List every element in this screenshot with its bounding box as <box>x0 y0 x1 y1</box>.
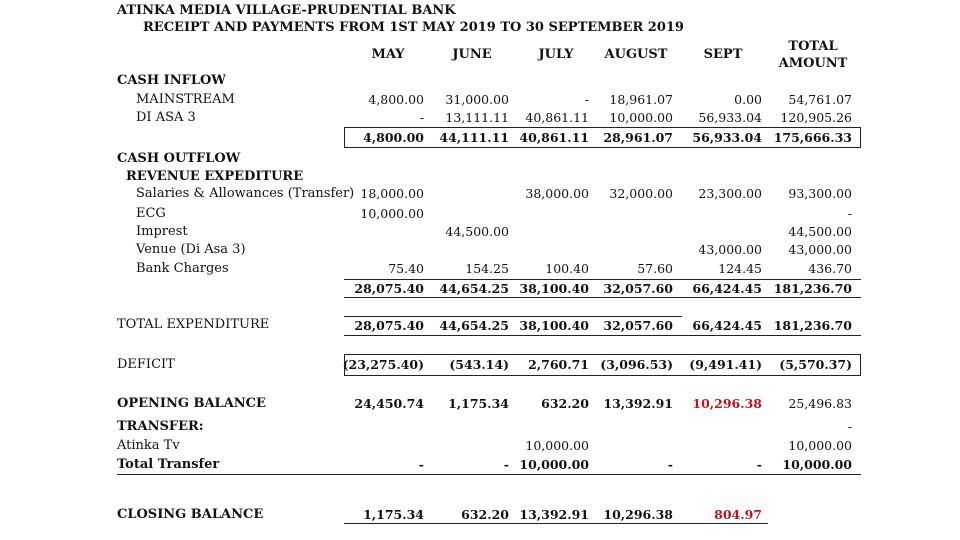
cell-inflow-subtotal-total: 175,666.33 <box>773 130 852 145</box>
cell-imprest-june: 44,500.00 <box>445 224 509 239</box>
cell-inflow-subtotal-july: 40,861.11 <box>519 130 589 145</box>
rule-deficit-top <box>344 354 861 355</box>
cell-total-expenditure-july: 38,100.40 <box>519 318 589 333</box>
cell-bank-charges-may: 75.40 <box>388 261 424 276</box>
rule-inflow-top <box>344 127 861 128</box>
row-label-bank-charges: Bank Charges <box>136 261 229 276</box>
row-label-closing-balance: CLOSING BALANCE <box>117 507 264 522</box>
cell-closing-balance-august: 10,296.38 <box>603 507 673 522</box>
row-label-di-asa: DI ASA 3 <box>136 110 196 125</box>
cell-bank-charges-july: 100.40 <box>545 261 589 276</box>
row-label-total-expenditure: TOTAL EXPENDITURE <box>117 317 270 332</box>
row-label-ecg: ECG <box>136 206 166 221</box>
row-label-venue: Venue (Di Asa 3) <box>136 242 246 257</box>
section-transfer: TRANSFER: <box>117 419 204 434</box>
section-revenue-expenditure: REVENUE EXPEDITURE <box>126 169 304 184</box>
row-label-salaries: Salaries & Allowances (Transfer) <box>136 186 355 201</box>
rule-deficit-right <box>860 354 861 375</box>
cell-imprest-total: 44,500.00 <box>788 224 852 239</box>
cell-di-asa-august: 10,000.00 <box>609 110 673 125</box>
col-header-sept: SEPT <box>703 47 743 62</box>
report-subtitle: RECEIPT AND PAYMENTS FROM 1ST MAY 2019 TO 30 SEPTEMBER 2019 <box>143 20 684 35</box>
rule-inflow-right <box>860 127 861 147</box>
cell-atinka-tv-total: 10,000.00 <box>788 438 852 453</box>
cell-mainstream-august: 18,961.07 <box>609 92 673 107</box>
cell-ecg-total: - <box>847 206 852 221</box>
cell-opening-balance-august: 13,392.91 <box>603 396 673 411</box>
cell-closing-balance-june: 632.20 <box>461 507 509 522</box>
rule-outflow-bottom <box>344 297 861 298</box>
rule-total-exp-top <box>344 316 682 317</box>
cell-total-transfer-august: - <box>667 457 673 472</box>
cell-total-expenditure-august: 32,057.60 <box>603 318 673 333</box>
cell-venue-total: 43,000.00 <box>788 242 852 257</box>
cell-opening-balance-total: 25,496.83 <box>788 396 852 411</box>
cell-bank-charges-august: 57.60 <box>637 261 673 276</box>
cell-di-asa-total: 120,905.26 <box>780 110 852 125</box>
col-header-total-line2: AMOUNT <box>778 56 848 71</box>
cell-closing-balance-may: 1,175.34 <box>363 507 424 522</box>
cell-outflow-subtotal-sept: 66,424.45 <box>692 281 762 296</box>
cell-closing-balance-july: 13,392.91 <box>519 507 589 522</box>
rule-deficit-bottom <box>344 375 861 376</box>
cell-opening-balance-sept: 10,296.38 <box>692 396 762 411</box>
cell-venue-sept: 43,000.00 <box>698 242 762 257</box>
rule-inflow-bottom <box>344 147 861 148</box>
cell-di-asa-may: - <box>419 110 424 125</box>
section-cash-inflow: CASH INFLOW <box>117 73 226 88</box>
cell-opening-balance-june: 1,175.34 <box>448 396 509 411</box>
cell-di-asa-july: 40,861.11 <box>525 110 589 125</box>
cell-mainstream-june: 31,000.00 <box>445 92 509 107</box>
cell-total-expenditure-sept: 66,424.45 <box>692 318 762 333</box>
cell-outflow-subtotal-june: 44,654.25 <box>439 281 509 296</box>
rule-inflow-left <box>344 127 345 147</box>
cell-salaries-august: 32,000.00 <box>609 186 673 201</box>
col-header-august: AUGUST <box>604 47 668 62</box>
cell-deficit-sept: (9,491.41) <box>689 357 762 372</box>
cell-salaries-may: 18,000.00 <box>360 186 424 201</box>
cell-deficit-july: 2,760.71 <box>528 357 589 372</box>
cell-inflow-subtotal-may: 4,800.00 <box>363 130 424 145</box>
cell-opening-balance-may: 24,450.74 <box>354 396 424 411</box>
col-header-may: MAY <box>371 47 405 62</box>
cell-inflow-subtotal-august: 28,961.07 <box>603 130 673 145</box>
cell-transfer-blank-total: - <box>847 419 852 434</box>
cell-total-transfer-sept: - <box>756 457 762 472</box>
cell-total-transfer-july: 10,000.00 <box>519 457 589 472</box>
rule-deficit-left <box>344 354 345 375</box>
cell-deficit-may: (23,275.40) <box>342 357 424 372</box>
cell-outflow-subtotal-total: 181,236.70 <box>773 281 852 296</box>
cell-opening-balance-july: 632.20 <box>541 396 589 411</box>
cell-di-asa-sept: 56,933.04 <box>698 110 762 125</box>
rule-total-transfer-bottom <box>117 474 861 475</box>
rule-outflow-top <box>344 279 861 280</box>
row-label-total-transfer: Total Transfer <box>117 457 220 472</box>
row-label-atinka-tv: Atinka Tv <box>117 438 180 453</box>
section-cash-outflow: CASH OUTFLOW <box>117 151 241 166</box>
cell-di-asa-june: 13,111.11 <box>445 110 509 125</box>
row-label-imprest: Imprest <box>136 224 188 239</box>
cell-total-expenditure-total: 181,236.70 <box>773 318 852 333</box>
cell-bank-charges-sept: 124.45 <box>718 261 762 276</box>
col-header-june: JUNE <box>452 47 492 62</box>
cell-outflow-subtotal-august: 32,057.60 <box>603 281 673 296</box>
cell-outflow-subtotal-may: 28,075.40 <box>354 281 424 296</box>
cell-total-transfer-may: - <box>418 457 424 472</box>
cell-atinka-tv-july: 10,000.00 <box>525 438 589 453</box>
cell-bank-charges-total: 436.70 <box>808 261 852 276</box>
cell-total-transfer-total: 10,000.00 <box>782 457 852 472</box>
cell-mainstream-may: 4,800.00 <box>368 92 424 107</box>
cell-salaries-sept: 23,300.00 <box>698 186 762 201</box>
cell-mainstream-july: - <box>584 92 589 107</box>
report-title: ATINKA MEDIA VILLAGE-PRUDENTIAL BANK <box>117 3 456 18</box>
cell-deficit-total: (5,570.37) <box>779 357 852 372</box>
rule-total-exp-bottom <box>344 335 861 336</box>
row-label-deficit: DEFICIT <box>117 357 175 372</box>
cell-total-expenditure-may: 28,075.40 <box>354 318 424 333</box>
cell-bank-charges-june: 154.25 <box>465 261 509 276</box>
cell-deficit-august: (3,096.53) <box>600 357 673 372</box>
cell-inflow-subtotal-sept: 56,933.04 <box>692 130 762 145</box>
cell-salaries-july: 38,000.00 <box>525 186 589 201</box>
cell-ecg-may: 10,000.00 <box>360 206 424 221</box>
cell-mainstream-sept: 0.00 <box>734 92 762 107</box>
cell-total-transfer-june: - <box>503 457 509 472</box>
cell-mainstream-total: 54,761.07 <box>788 92 852 107</box>
row-label-mainstream: MAINSTREAM <box>136 92 235 107</box>
cell-total-expenditure-june: 44,654.25 <box>439 318 509 333</box>
cell-salaries-total: 93,300.00 <box>788 186 852 201</box>
cell-deficit-june: (543.14) <box>449 357 509 372</box>
col-header-july: JULY <box>538 47 574 62</box>
cell-closing-balance-sept: 804.97 <box>714 507 762 522</box>
rule-closing-bottom <box>344 523 768 524</box>
col-header-total-line1: TOTAL <box>788 39 838 54</box>
row-label-opening-balance: OPENING BALANCE <box>117 396 266 411</box>
cell-outflow-subtotal-july: 38,100.40 <box>519 281 589 296</box>
cell-inflow-subtotal-june: 44,111.11 <box>439 130 509 145</box>
